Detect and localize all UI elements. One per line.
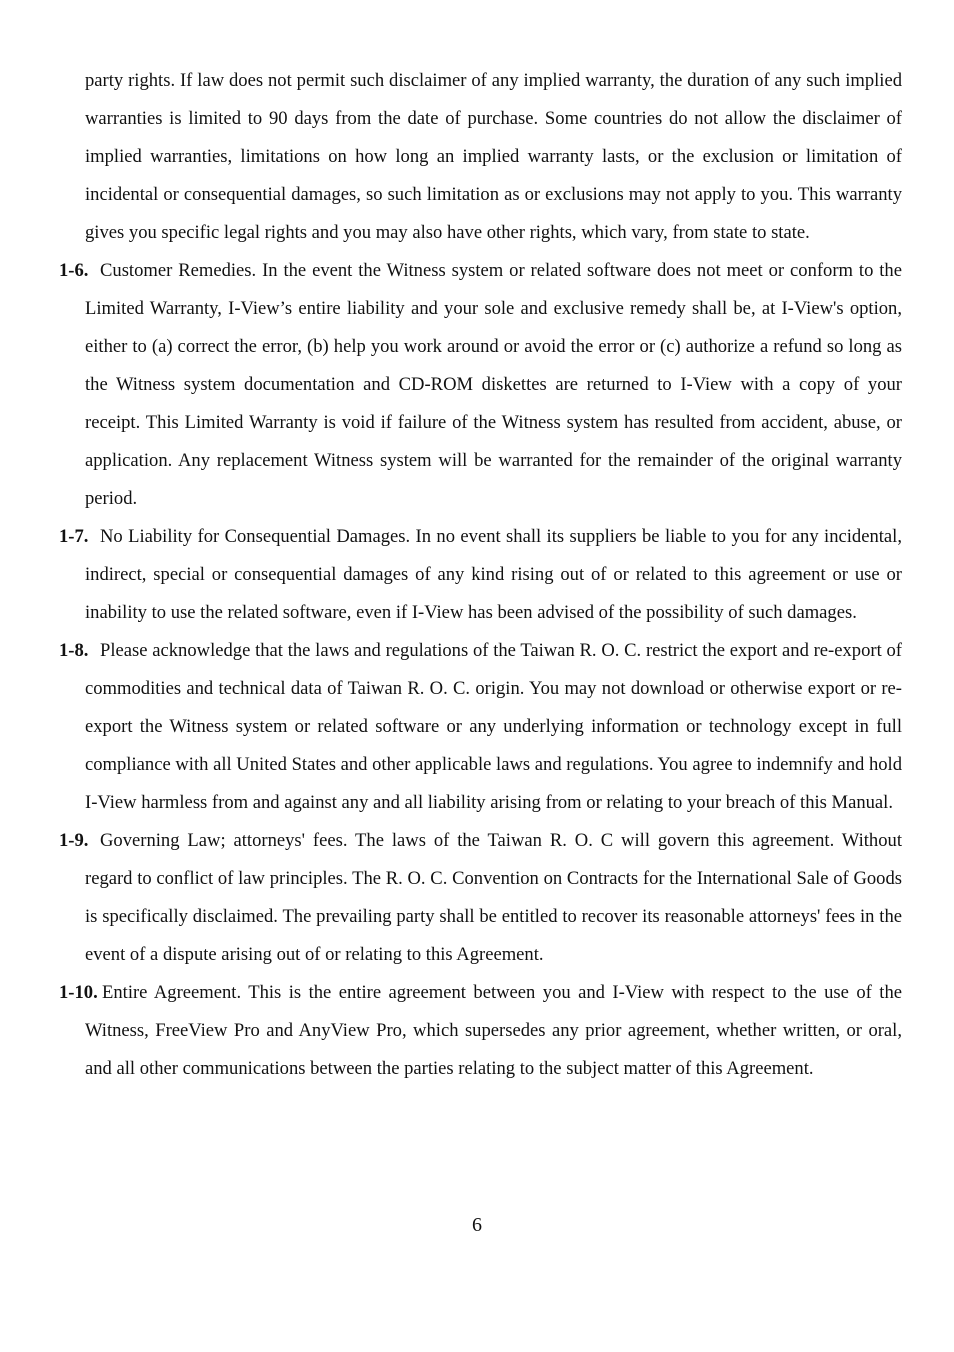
section-text: Governing Law; attorneys' fees. The laws of the Taiwan R. O. C will govern this agreement. Without regard to conflict of law principles. The R. O. C. Convention on Contracts for the International Sale of Goods is specifically disclaimed. The prevailing party shall be entitled to recover its reasonable attorneys' fees in the event of a dispute arising out of or relating to this Agreement. bbox=[85, 830, 902, 965]
section-1-7 bbox=[0, 518, 954, 632]
section-text: Customer Remedies. In the event the Witness system or related software does not meet or conform to the Limited Warranty, I-View’s entire liability and your sole and exclusive remedy shall be, at I-View's option, either to (a) correct the error, (b) help you work around or avoid the error or (c) authorize a refund so long as the Witness system documentation and CD-ROM diskettes are returned to I-View with a copy of your receipt. This Limited Warranty is void if failure of the Witness system has resulted from accident, abuse, or application. Any replacement Witness system will be warranted for the remainder of the original warranty period. bbox=[85, 260, 902, 509]
section-text: Entire Agreement. This is the entire agreement between you and I-View with respect to the use of the Witness, FreeView Pro and AnyView Pro, which supersedes any prior agreement, whether written, or oral, and all other communications between the parties relating to the subject matter of this Agreement. bbox=[85, 982, 902, 1079]
section-text: No Liability for Consequential Damages. In no event shall its suppliers be liable to you for any incidental, indirect, special or consequential damages of any kind rising out of or related to this agreement or use or inability to use the related software, even if I-View has been advised of the possibility of such damages. bbox=[85, 526, 902, 623]
section-number: 1-7. bbox=[59, 526, 89, 547]
section-1-9 bbox=[0, 822, 954, 974]
section-1-8 bbox=[0, 632, 954, 822]
page-number: 6 bbox=[472, 1214, 482, 1236]
intro-paragraph: party rights. If law does not permit such disclaimer of any implied warranty, the duration of any such implied warranties is limited to 90 days from the date of purchase. Some countries do not allow the disclaimer of implied warranties, limitations on how long an implied warranty lasts, or the exclusion or limitation of incidental or consequential damages, so such limitation as or exclusions may not apply to you. This warranty gives you specific legal rights and you may also have other rights, which vary, from state to state. bbox=[85, 70, 902, 243]
section-number: 1-9. bbox=[59, 830, 89, 851]
section-number: 1-8. bbox=[59, 640, 89, 661]
section-number: 1-10. bbox=[59, 982, 98, 1003]
section-text: Please acknowledge that the laws and regulations of the Taiwan R. O. C. restrict the export and re-export of commodities and technical data of Taiwan R. O. C. origin. You may not download or otherwise export or re-export the Witness system or related software or any underlying information or technology except in full compliance with all United States and other applicable laws and regulations. You agree to indemnify and hold I-View harmless from and against any and all liability arising from or relating to your breach of this Manual. bbox=[85, 640, 902, 813]
section-1-10 bbox=[0, 974, 954, 1088]
document-page bbox=[0, 62, 954, 1088]
section-number: 1-6. bbox=[59, 260, 89, 281]
section-1-6 bbox=[0, 252, 954, 518]
